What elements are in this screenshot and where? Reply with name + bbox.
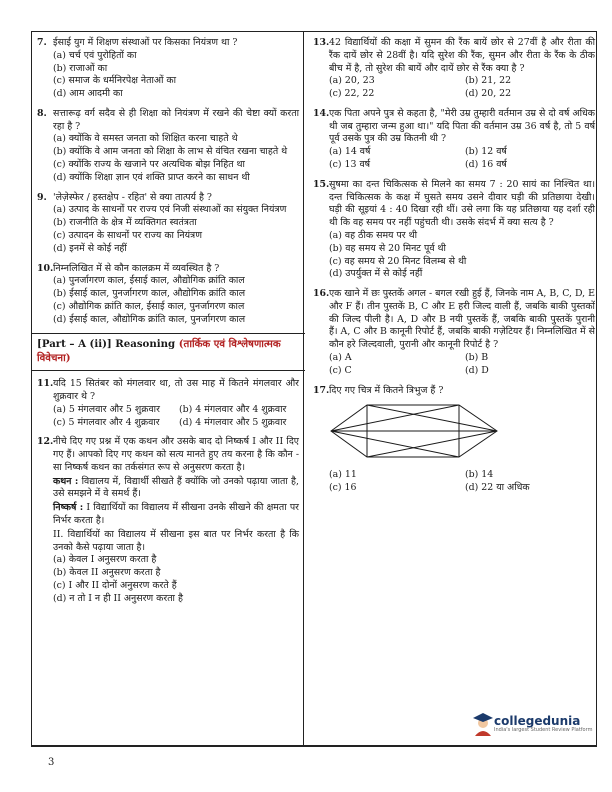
option-d: (d) ईसाई काल, औद्योगिक क्रांति काल, पुनर्जागरण काल <box>53 313 246 325</box>
question-number: 12. <box>37 436 54 448</box>
statement <box>37 476 299 502</box>
option-a: (a) 20, 23 <box>329 75 375 87</box>
question-number: 7. <box>37 37 47 48</box>
column-divider <box>303 31 304 746</box>
question-number: 8. <box>37 107 47 119</box>
option-c: (c) 16 <box>329 481 357 493</box>
question-13 <box>313 37 595 101</box>
option-a: (a) चर्च एवं पुरोहितों का <box>53 49 137 61</box>
option-b: (b) 4 मंगलवार और 4 शुक्रवार <box>179 403 287 415</box>
question-7 <box>37 37 299 101</box>
brand-tagline: India's largest Student Review Platform <box>494 726 593 733</box>
question-text: निम्नलिखित में से कौन कालक्रम में व्यवस्थित है ? <box>53 262 220 274</box>
option-c: (c) वह समय से 20 मिनट विलम्ब से थी <box>329 255 467 267</box>
question-text: सुषमा का दन्त चिकित्सक से मिलने का समय 7 : 20 सायं का निश्चित था। दन्त चिकित्सक के कक्ष में घुसते समय उसने दीवार घड़ी की प्रतिछाया देखी। घड़ी की सूइयां 4 : 40 दिखा रही थीं। उसे लगा कि यह प्रतिछाया यह दर्शा रही थी कि वह समय पर नहीं पहुंचती थी। उसके संदर्भ में क्या सत्य है ? <box>329 178 595 229</box>
option-c: (c) 13 वर्ष <box>329 159 371 171</box>
question-14 <box>313 108 595 172</box>
option-b: (b) B <box>465 351 489 363</box>
brand-text <box>494 715 592 733</box>
option-a: (a) A <box>329 351 352 363</box>
option-a: (a) 11 <box>329 469 357 481</box>
question-8 <box>37 108 299 185</box>
question-text: यदि 15 सितंबर को मंगलवार था, तो उस माह में कितने मंगलवार और शुक्रवार थे ? <box>53 378 299 402</box>
question-text: 'लेज़ेस्फेर / हस्तक्षेप - रहित' से क्या तात्पर्य है ? <box>53 191 212 203</box>
option-b: (b) ईसाई काल, पुनर्जागरण काल, औद्योगिक क्रांति काल <box>53 288 246 300</box>
question-text: दिए गए चित्र में कितने त्रिभुज हैं ? <box>329 384 444 396</box>
option-b: (b) 14 <box>465 469 494 481</box>
option-c: (c) समाज के धर्मनिरपेक्ष नेताओं का <box>53 75 177 87</box>
option-d: (d) इनमें से कोई नहीं <box>53 242 127 254</box>
section-label: [Part – A (ii)] Reasoning <box>37 338 176 351</box>
option-a: (a) 5 मंगलवार और 5 शुक्रवार <box>53 403 160 415</box>
brand-name: collegedunia <box>494 713 581 728</box>
question-text: ईसाई युग में शिक्षण संस्थाओं पर किसका नियंत्रण था ? <box>53 37 238 48</box>
question-11 <box>37 378 299 429</box>
footer-rule <box>31 746 597 747</box>
option-a: (a) 14 वर्ष <box>329 146 371 158</box>
option-b: (b) 21, 22 <box>465 75 512 87</box>
question-10 <box>37 263 299 327</box>
option-a: (a) क्योंकि वे समस्त जनता को शिक्षित करना चाहते थे <box>53 133 238 145</box>
triangle-figure-icon <box>329 402 499 460</box>
option-d: (d) न तो I न ही II अनुसरण करता है <box>53 592 183 604</box>
question-number: 13. <box>313 37 330 48</box>
option-a: (a) उत्पाद के साधनों पर राज्य एवं निजी संस्थाओं का संयुक्त नियंत्रण <box>53 204 287 216</box>
question-text: नीचे दिए गए प्रश्न में एक कथन और उसके बाद दो निष्कर्ष I और II दिए गए हैं। आपको दिए गए कथन को सत्य मानते हुए तय करना है कि कौन - सा निष्कर्ष कथन का तर्कसंगत रूप से अनुसरण करता है। <box>53 436 299 473</box>
graduate-avatar-icon <box>472 712 494 736</box>
option-a: (a) पुनर्जागरण काल, ईसाई काल, औद्योगिक क्रांति काल <box>53 275 245 287</box>
question-text: एक पिता अपने पुत्र से कहता है, "मेरी उम्र तुम्हारी वर्तमान उम्र से दो वर्ष अधिक थी जब तुम्हारा जन्म हुआ था।" यदि पिता की वर्तमान उम्र 36 वर्ष है, तो 5 वर्ष पूर्व उसके पुत्र की उम्र कितनी थी ? <box>329 107 595 145</box>
question-number: 14. <box>313 107 330 119</box>
question-number: 16. <box>313 288 330 300</box>
option-b: (b) 12 वर्ष <box>465 146 507 158</box>
option-c: (c) I और II दोनों अनुसरण करते हैं <box>53 579 177 591</box>
question-16 <box>313 288 595 377</box>
question-number: 9. <box>37 191 47 203</box>
question-number: 17. <box>313 384 330 396</box>
option-d: (d) क्योंकि शिक्षा ज्ञान एवं शक्ति प्राप्त करने का साधन थी <box>53 171 250 183</box>
brand-logo <box>472 712 592 736</box>
question-text: एक खाने में छः पुस्तकें अगल - बगल रखी हुई हैं, जिनके नाम A, B, C, D, E और F हैं। तीन पुस्तकें B, C और E हरी जिल्द वाली हैं, जबकि बाकी पुस्तकों की जिल्द पीली है। A, D और B नयी पुस्तकें हैं, जबकि बाकी पुस्तकें पुरानी हैं। A, C और B कानूनी रिपोर्ट हैं, जबकि बाकी गज़ेटियर हैं। निम्नलिखित में से कौन हरे जिल्दवाली, पुरानी और कानूनी रिपोर्ट है ? <box>329 288 595 351</box>
conclusion-1-text: I विद्यार्थियों का विद्यालय में सीखना उनके सीखने की क्षमता पर निर्भर करता है। <box>53 502 299 526</box>
option-d: (d) उपर्युक्त में से कोई नहीं <box>329 268 423 280</box>
option-c: (c) C <box>329 364 352 376</box>
question-17 <box>313 385 595 495</box>
statement-label: कथन : <box>53 475 79 487</box>
right-column <box>313 37 595 502</box>
option-d: (d) D <box>465 364 489 376</box>
question-number: 11. <box>37 378 54 390</box>
option-b: (b) राजनीति के क्षेत्र में व्यक्तिगत स्वतंत्रता <box>53 217 197 229</box>
option-b: (b) राजाओं का <box>53 62 108 74</box>
option-d: (d) 20, 22 <box>465 88 512 100</box>
conclusion-2-text: II. विद्यार्थियों का विद्यालय में सीखना इस बात पर निर्भर करता है कि उनको कैसे पढ़ाया जाता है। <box>53 528 299 553</box>
option-c: (c) औद्योगिक क्रांति काल, ईसाई काल, पुनर्जागरण काल <box>53 300 245 312</box>
conclusion-2 <box>37 529 299 555</box>
option-c: (c) क्योंकि राज्य के खजाने पर अत्यधिक बोझ निहित था <box>53 159 245 171</box>
option-d: (d) 4 मंगलवार और 5 शुक्रवार <box>179 416 287 428</box>
option-a: (a) वह ठीक समय पर थी <box>329 229 418 241</box>
triangle-figure <box>313 402 595 465</box>
option-c: (c) 5 मंगलवार और 4 शुक्रवार <box>53 416 160 428</box>
conclusion-label: निष्कर्ष : <box>53 502 84 514</box>
question-text: सत्तारूढ़ वर्ग सदैव से ही शिक्षा को नियंत्रण में रखने की चेष्टा क्यों करता रहा है ? <box>53 107 299 132</box>
question-9 <box>37 192 299 256</box>
option-b: (b) वह समय से 20 मिनट पूर्व थी <box>329 242 446 254</box>
question-15 <box>313 179 595 281</box>
question-number: 10. <box>37 262 54 274</box>
section-label-hindi: (तार्किक एवं विश्लेषणात्मक विवेचना) <box>37 338 281 365</box>
left-column <box>37 37 299 612</box>
question-number: 15. <box>313 178 330 190</box>
option-a: (a) केवल I अनुसरण करता है <box>53 554 157 566</box>
option-c: (c) उत्पादन के साधनों पर राज्य का नियंत्रण <box>53 229 202 241</box>
section-header <box>31 333 305 371</box>
option-d: (d) 16 वर्ष <box>465 159 507 171</box>
statement-text: विद्यालय में, विद्यार्थी सीखते हैं क्योंकि जो उनको पढ़ाया जाता है, उसे समझने में वे समर्थ हैं। <box>53 475 299 500</box>
question-text: 42 विद्यार्थियों की कक्षा में सुमन की रैंक बायें छोर से 27वीं है और रीता की रैंक दायें छोर से 28वीं है। यदि सुरेश की रैंक, सुमन और रीता के रैंक के ठीक बीच में है, तो सुरेश की बायें और दायें छोर से रैंक क्या है ? <box>329 37 595 74</box>
page-number: 3 <box>48 757 55 768</box>
option-b: (b) केवल II अनुसरण करता है <box>53 567 161 579</box>
option-b: (b) क्योंकि वे आम जनता को शिक्षा के लाभ से वंचित रखना चाहते थे <box>53 146 288 158</box>
option-d: (d) आम आदमी का <box>53 88 123 100</box>
question-12 <box>37 436 299 605</box>
conclusion-1 <box>37 502 299 528</box>
option-c: (c) 22, 22 <box>329 88 375 100</box>
option-d: (d) 22 या अधिक <box>465 481 530 493</box>
